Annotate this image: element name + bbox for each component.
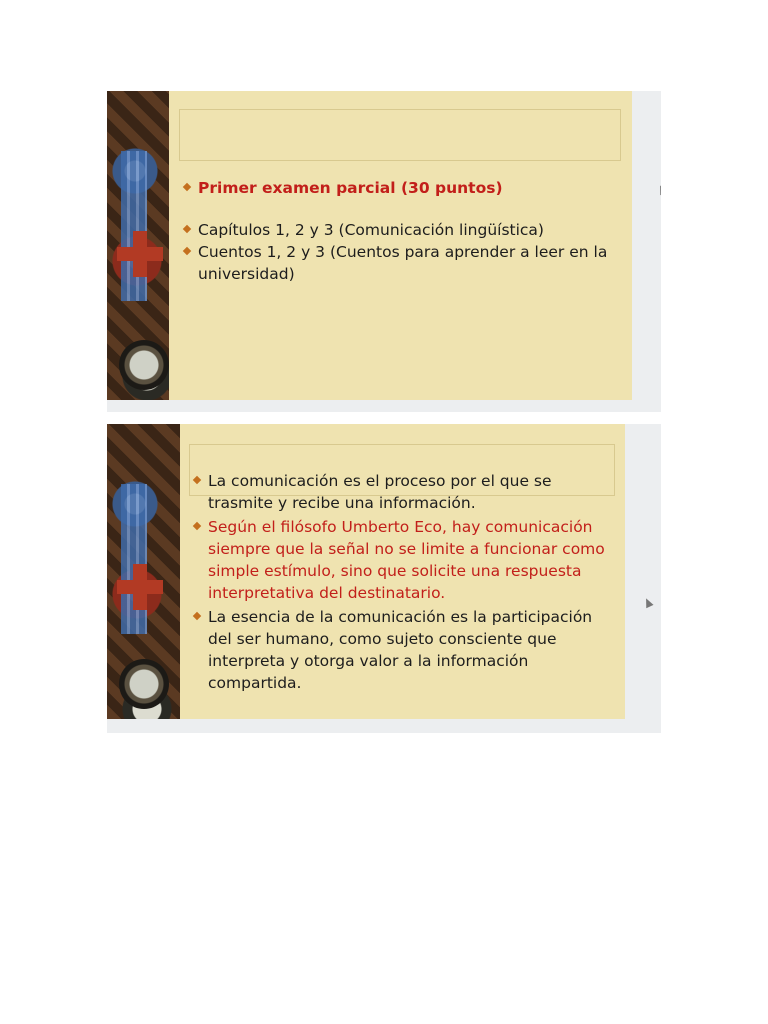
diamond-bullet-icon [183, 225, 191, 233]
ribbon-graphic [121, 484, 147, 634]
diamond-bullet-icon [193, 522, 201, 530]
slide-decoration-medal-image [107, 424, 180, 719]
bullet-text: Capítulos 1, 2 y 3 (Comunicación lingüística) [198, 221, 544, 239]
diamond-bullet-icon [193, 612, 201, 620]
bullet-text: Cuentos 1, 2 y 3 (Cuentos para aprender a leer en la universidad) [198, 243, 608, 283]
bullet-item [183, 219, 627, 241]
slide-1 [107, 91, 632, 400]
mouse-cursor-icon [656, 184, 661, 196]
ribbon-graphic [121, 151, 147, 301]
bullet-item [183, 177, 627, 199]
diamond-bullet-icon [183, 247, 191, 255]
compass-graphic [119, 659, 169, 709]
diamond-bullet-icon [193, 476, 201, 484]
bullet-text: La comunicación es el proceso por el que se trasmite y recibe una información. [208, 472, 552, 512]
bullet-item [193, 516, 613, 604]
mouse-cursor-icon [642, 597, 653, 609]
slide-screenshot-2 [107, 424, 661, 733]
slide-2-bullet-list [193, 470, 613, 696]
bullet-item [193, 470, 613, 514]
bullet-item [193, 606, 613, 694]
diamond-bullet-icon [183, 183, 191, 191]
slide-1-title-placeholder [179, 109, 621, 161]
bullet-item [183, 241, 627, 285]
slide-2 [107, 424, 625, 719]
cross-medal-graphic [117, 564, 163, 610]
slide-screenshot-1 [107, 91, 661, 412]
cross-medal-graphic [117, 231, 163, 277]
slide-1-bullet-list [183, 177, 627, 285]
compass-graphic [119, 340, 169, 390]
slide-decoration-medal-image [107, 91, 169, 400]
bullet-text: Primer examen parcial (30 puntos) [198, 179, 503, 197]
bullet-text: La esencia de la comunicación es la participación del ser humano, como sujeto consciente que interpreta y otorga valor a la información compartida. [208, 608, 593, 692]
bullet-text: Según el filósofo Umberto Eco, hay comunicación siempre que la señal no se limite a funcionar como simple estímulo, sino que solicite una respuesta interpretativa del destinatario. [208, 518, 605, 602]
